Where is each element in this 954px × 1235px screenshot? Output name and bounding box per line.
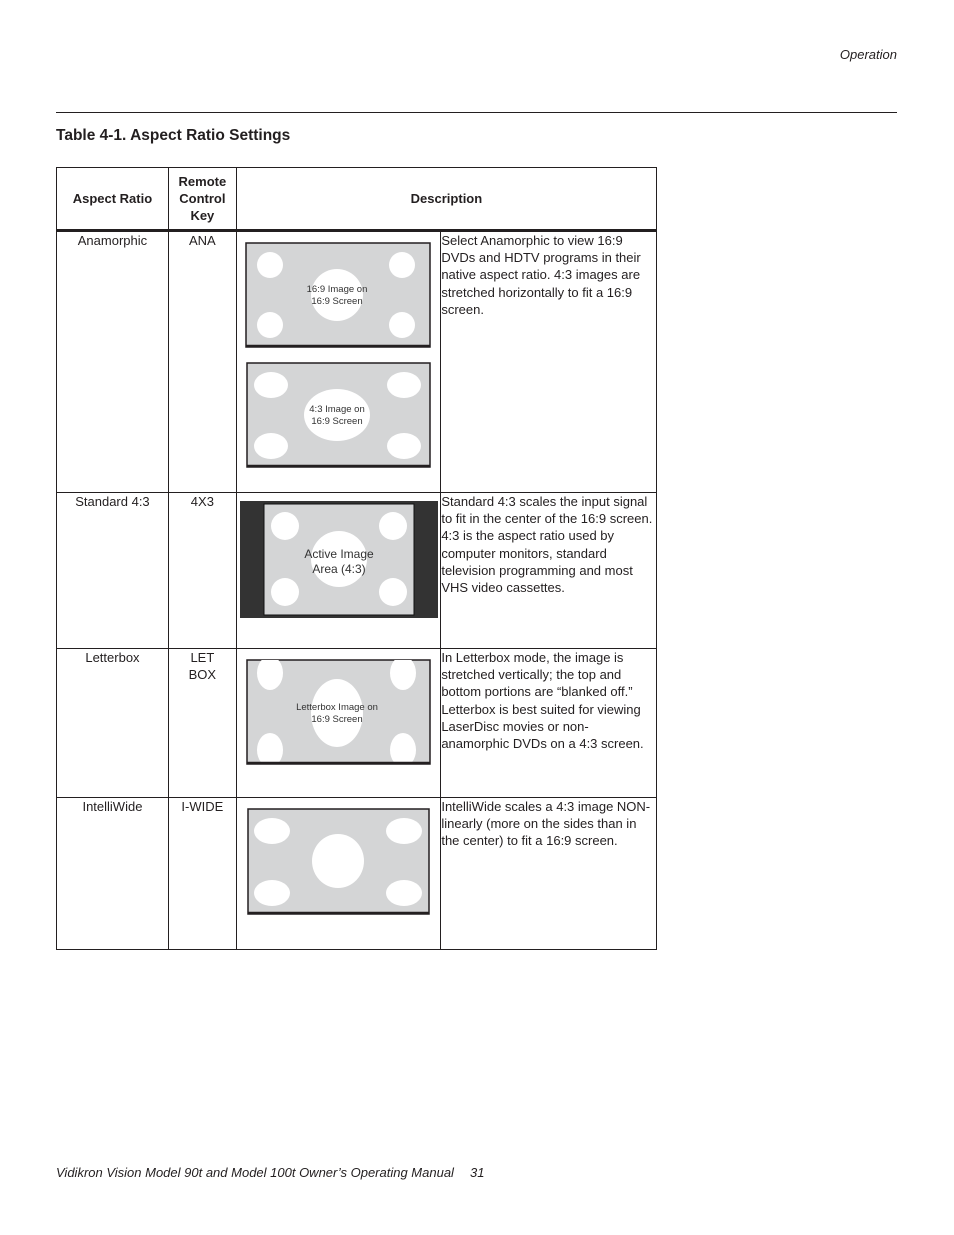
figure-cell: [236, 649, 440, 798]
figure-label-line2: Area (4:3): [312, 562, 366, 576]
table-row: [57, 798, 657, 950]
figure-label-line2: 16:9 Screen: [311, 714, 363, 725]
description-cell: Standard 4:3 scales the input signal to fit in the center of the 16:9 screen. 4:3 is the aspect ratio used by computer monitors, standard television programming and most VHS video cassettes.: [441, 493, 657, 649]
header-rule: [56, 112, 897, 113]
remote-key-line1: LET: [190, 650, 215, 665]
letterbox-figure: [246, 659, 431, 765]
aspect-ratio-table: [56, 167, 657, 950]
aspect-ratio-cell: Standard 4:3: [57, 493, 169, 649]
table-row: [57, 231, 657, 493]
column-header-description: Description: [236, 168, 656, 231]
anamorphic-16-9-figure: [245, 242, 431, 348]
figure-cell: [236, 798, 440, 950]
figure-label-line2: 16:9 Screen: [311, 296, 363, 307]
table-caption: Table 4-1. Aspect Ratio Settings: [56, 127, 291, 144]
figure-label-line1: Letterbox Image on: [295, 702, 378, 713]
remote-key-cell: 4X3: [168, 493, 236, 649]
anamorphic-4-3-figure: [246, 362, 431, 468]
description-cell: IntelliWide scales a 4:3 image NON-linearly (more on the sides than in the center) to fit a 16:9 screen.: [441, 798, 657, 950]
figure-cell: [236, 493, 440, 649]
page-number: 31: [470, 1165, 485, 1180]
aspect-ratio-cell: Anamorphic: [57, 231, 169, 493]
figure-cell: [236, 231, 440, 493]
figure-label-line1: Active Image: [304, 547, 374, 561]
footer-manual-title: Vidikron Vision Model 90t and Model 100t Owner’s Operating Manual: [56, 1165, 454, 1180]
description-cell: Select Anamorphic to view 16:9 DVDs and HDTV programs in their native aspect ratio. 4:3 images are stretched horizontally to fit a 16:9 screen.: [441, 231, 657, 493]
remote-key-cell: I-WIDE: [168, 798, 236, 950]
table-row: [57, 493, 657, 649]
table-header-row: [57, 168, 657, 231]
column-header-remote-key: [168, 168, 236, 231]
aspect-ratio-cell: Letterbox: [57, 649, 169, 798]
table-row: [57, 649, 657, 798]
header-section-title: Operation: [839, 47, 897, 62]
remote-key-cell: [168, 649, 236, 798]
figure-label-line2: 16:9 Screen: [311, 416, 363, 427]
description-cell: In Letterbox mode, the image is stretched vertically; the top and bottom portions are “blanked off.” Letterbox is best suited for viewing LaserDisc movies or non-anamorphic DVDs on a 4:3 screen.: [441, 649, 657, 798]
remote-key-cell: ANA: [168, 231, 236, 493]
remote-key-line2: BOX: [188, 667, 217, 683]
aspect-ratio-cell: IntelliWide: [57, 798, 169, 950]
column-header-aspect-ratio: Aspect Ratio: [57, 168, 169, 231]
standard-4-3-figure: [240, 501, 438, 618]
figure-label-line1: 16:9 Image on: [306, 284, 368, 295]
intelliwide-figure: [247, 808, 430, 915]
figure-label-line1: 4:3 Image on: [309, 404, 365, 415]
remote-key-header-label: Remote Control Key: [178, 173, 227, 224]
